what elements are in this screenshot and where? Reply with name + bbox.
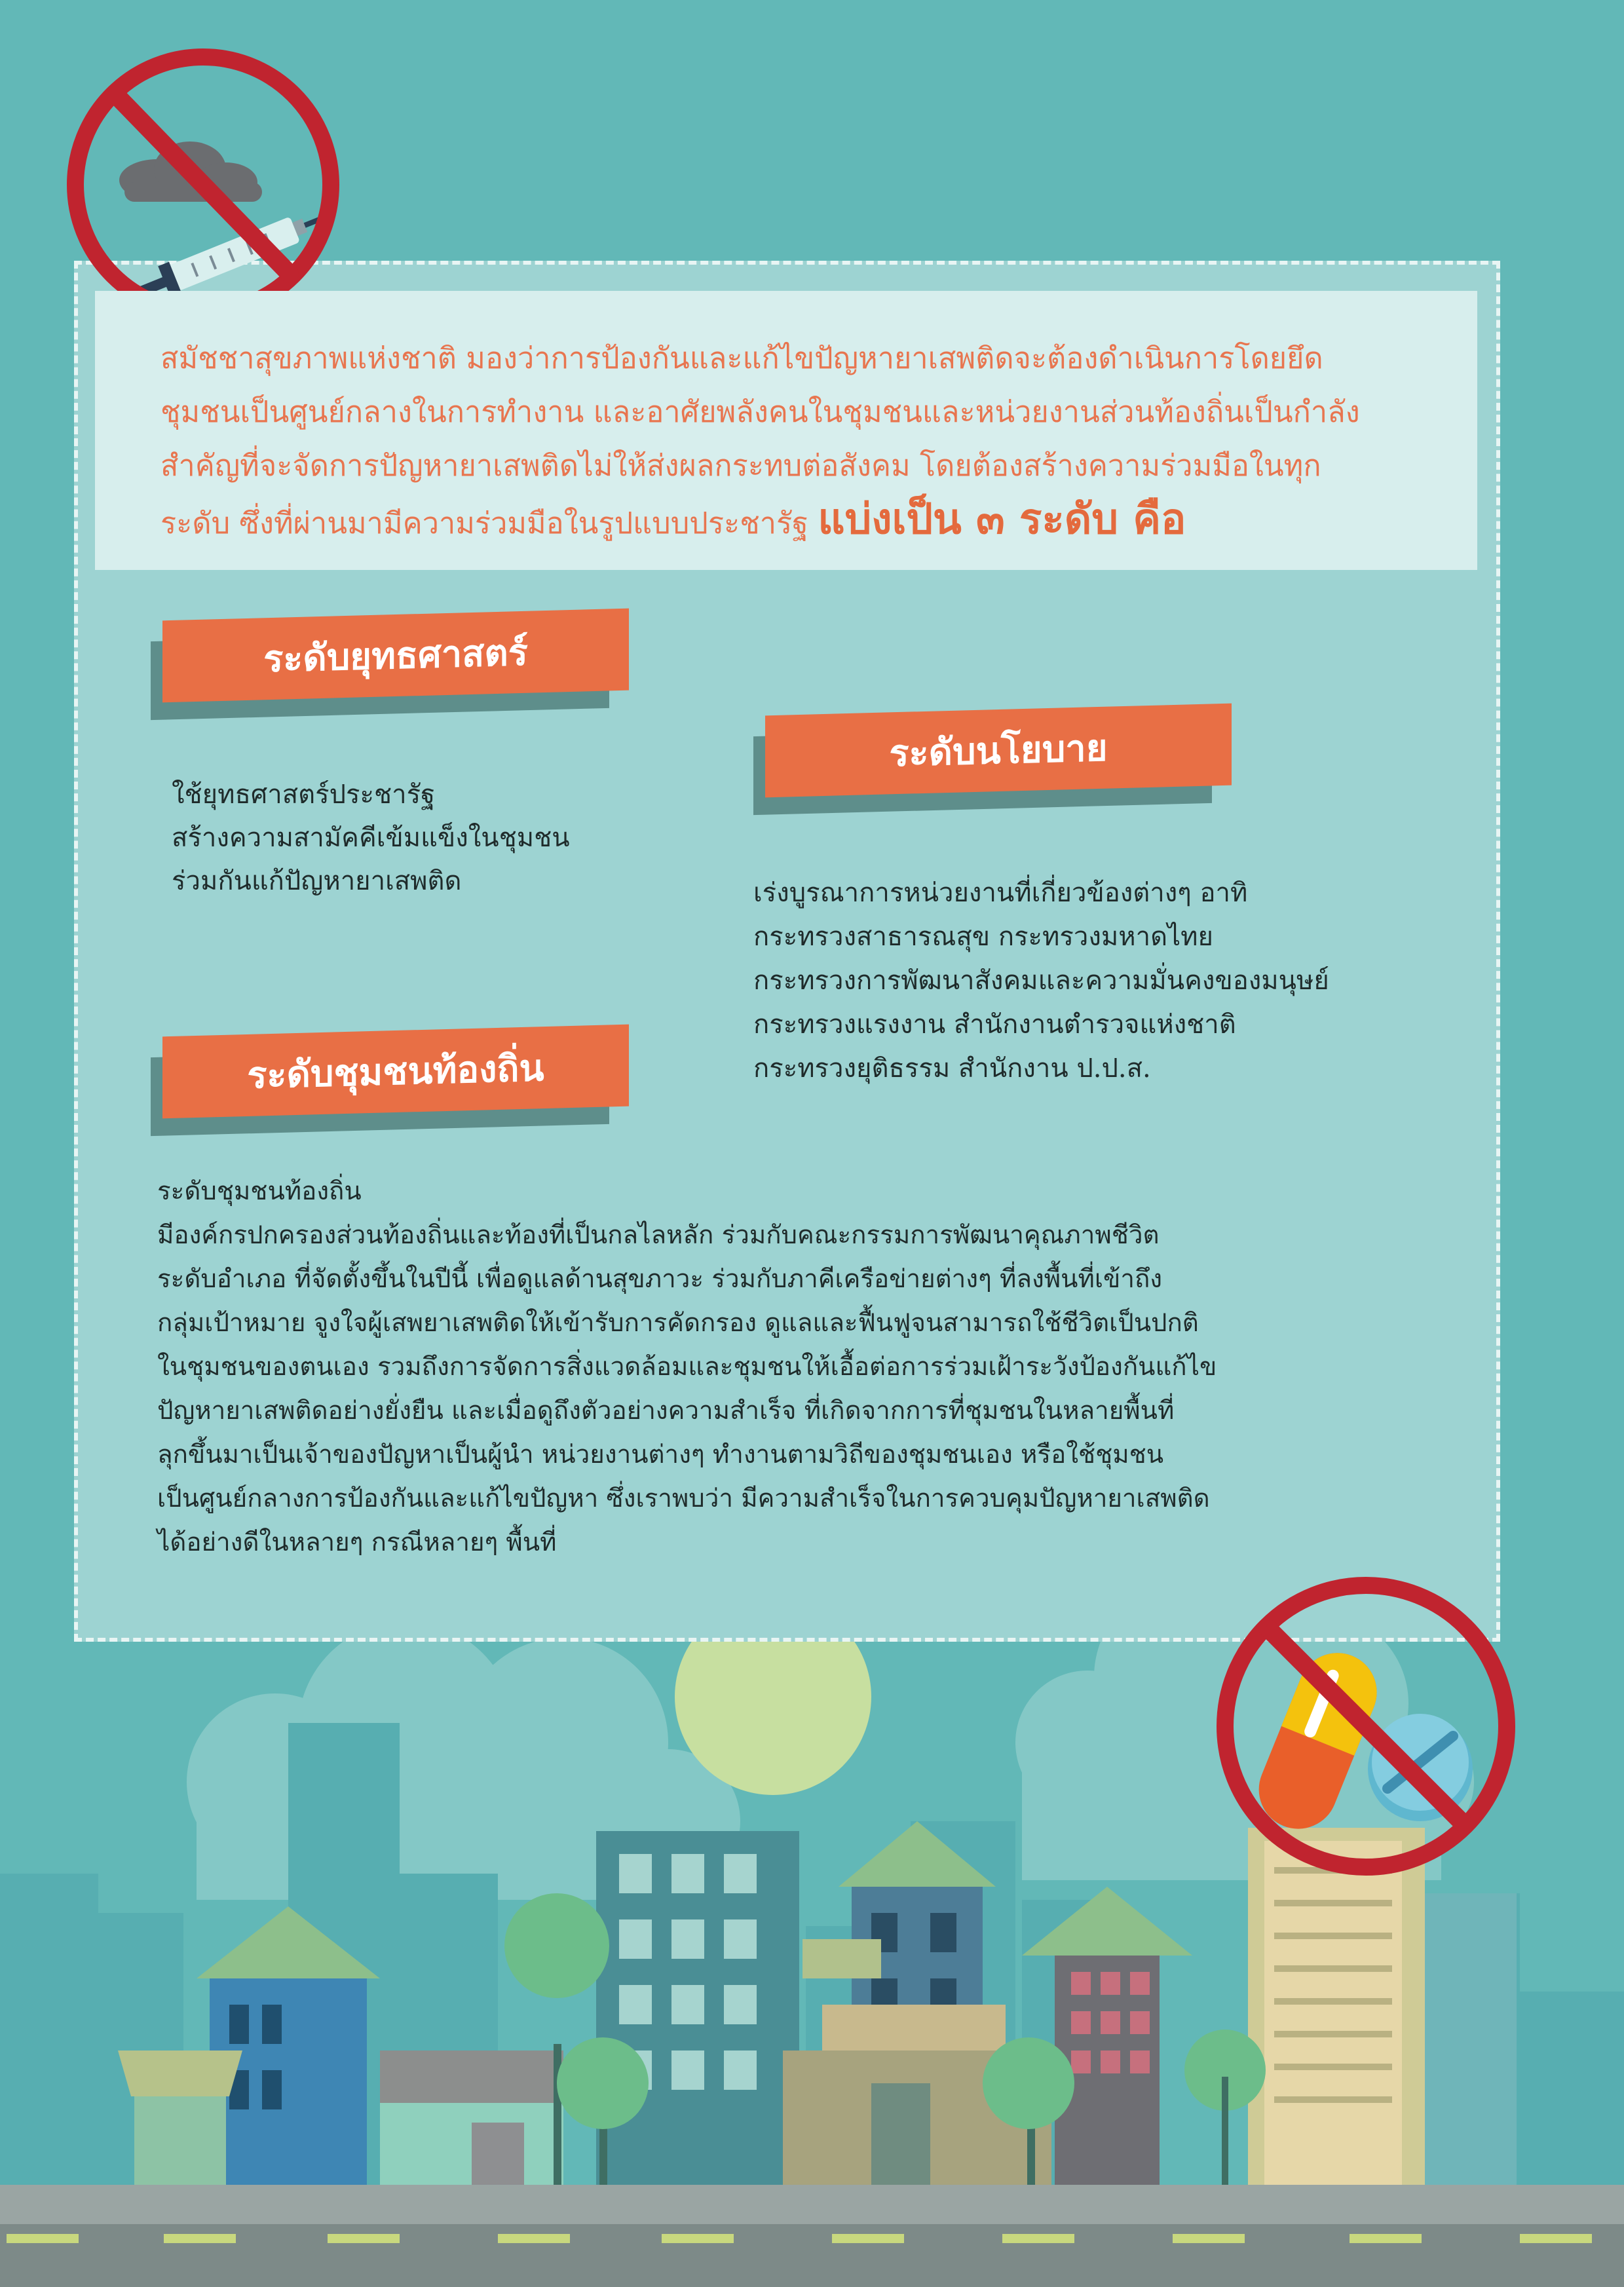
paragraph-line: กลุ่มเป้าหมาย จูงใจผู้เสพยาเสพติดให้เข้ารับการคัดกรอง ดูแลและฟื้นฟูจนสามารถใช้ชีวิตเป็นปกติ (157, 1308, 1199, 1338)
list-item: กระทรวงแรงงาน สำนักงานตำรวจแห่งชาติ (753, 1010, 1236, 1040)
strategy-list (172, 773, 570, 903)
list-item: กระทรวงสาธารณสุข กระทรวงมหาดไทย (753, 922, 1213, 952)
banner-policy (753, 698, 1232, 816)
policy-list (753, 871, 1329, 1091)
list-item: กระทรวงการพัฒนาสังคมและความมั่นคงของมนุษย์ (753, 966, 1329, 996)
no-syringe-icon (59, 39, 347, 328)
paragraph-line: ระดับอำเภอ ที่จัดตั้งขึ้นในปีนี้ เพื่อดูแลด้านสุขภาวะ ร่วมกับภาคีเครือข่ายต่างๆ ที่ลงพื้นที่เข้าถึง (157, 1264, 1163, 1294)
intro-line: สำคัญที่จะจัดการปัญหายาเสพติดไม่ให้ส่งผลกระทบต่อสังคม โดยต้องสร้างความร่วมมือในทุก (161, 448, 1321, 483)
paragraph-line: ระดับชุมชนท้องถิ่น (157, 1177, 362, 1206)
list-item: เร่งบูรณาการหน่วยงานที่เกี่ยวข้องต่างๆ อาทิ (753, 878, 1248, 908)
intro-highlight: แบ่งเป็น ๓ ระดับ คือ (818, 495, 1186, 544)
list-item: ร่วมกันแก้ปัญหายาเสพติด (172, 866, 462, 896)
paragraph-line: ในชุมชนของตนเอง รวมถึงการจัดการสิ่งแวดล้อมและชุมชนให้เอื้อต่อการร่วมเฝ้าระวังป้องกันแก้ไข (157, 1352, 1217, 1382)
list-item: กระทรวงยุติธรรม สำนักงาน ป.ป.ส. (753, 1053, 1151, 1084)
community-paragraph (157, 1169, 1467, 1564)
intro-line: สมัชชาสุขภาพแห่งชาติ มองว่าการป้องกันและแก้ไขปัญหายาเสพติดจะต้องดำเนินการโดยยึด (161, 341, 1323, 375)
intro-line: ชุมชนเป็นศูนย์กลางในการทำงาน และอาศัยพลังคนในชุมชนและหน่วยงานส่วนท้องถิ่นเป็นกำลัง (161, 394, 1360, 429)
intro-line: ระดับ ซึ่งที่ผ่านมามีความร่วมมือในรูปแบบประชารัฐ (161, 506, 809, 540)
intro-last-line (161, 493, 1425, 550)
banner-policy-title: ระดับนโยบาย (765, 704, 1232, 798)
paragraph-line: ปัญหายาเสพติดอย่างยั่งยืน และเมื่อดูถึงตัวอย่างความสำเร็จ ที่เกิดจากการที่ชุมชนในหลายพื้นที่ (157, 1396, 1175, 1426)
list-item: ใช้ยุทธศาสตร์ประชารัฐ (172, 780, 436, 810)
sidewalk (0, 2185, 1624, 2224)
paragraph-line: เป็นศูนย์กลางการป้องกันและแก้ไขปัญหา ซึ่งเราพบว่า มีความสำเร็จในการควบคุมปัญหายาเสพติด (157, 1484, 1210, 1513)
intro-box (95, 291, 1477, 570)
list-item: สร้างความสามัคคีเข้มแข็งในชุมชน (172, 823, 570, 853)
road (0, 2224, 1624, 2287)
banner-community (151, 1019, 629, 1133)
paragraph-line: ลุกขึ้นมาเป็นเจ้าของปัญหาเป็นผู้นำ หน่วยงานต่างๆ ทำงานตามวิถีของชุมชนเอง หรือใช้ชุมชน (157, 1440, 1164, 1469)
banner-community-title: ระดับชุมชนท้องถิ่น (162, 1025, 629, 1119)
paragraph-line: มีองค์กรปกครองส่วนท้องถิ่นและท้องที่เป็นกลไลหลัก ร่วมกับคณะกรรมการพัฒนาคุณภาพชีวิต (157, 1220, 1160, 1250)
paragraph-line: ได้อย่างดีในหลายๆ กรณีหลายๆ พื้นที่ (157, 1528, 557, 1557)
banner-strategy-title: ระดับยุทธศาสตร์ (162, 609, 629, 703)
banner-strategy (151, 603, 629, 717)
no-pills-icon (1212, 1572, 1520, 1880)
